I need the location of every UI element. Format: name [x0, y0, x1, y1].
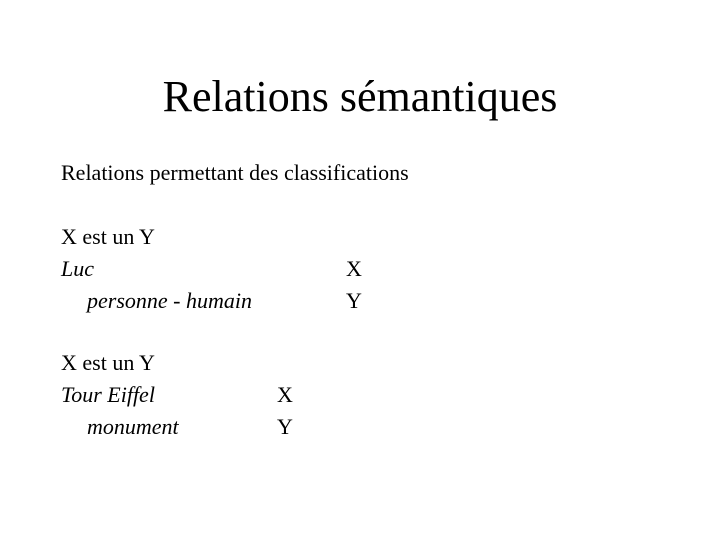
example-y-term: personne - humain — [87, 288, 252, 313]
example-heading: X est un Y — [61, 224, 155, 249]
y-label: Y — [277, 414, 293, 439]
x-label: X — [277, 382, 293, 407]
example-x-term: Luc — [61, 256, 94, 281]
example-y-term: monument — [87, 414, 179, 439]
slide-subtitle: Relations permettant des classifications — [61, 160, 409, 185]
y-label: Y — [346, 288, 362, 313]
slide-title: Relations sémantiques — [162, 72, 558, 121]
example-x-term: Tour Eiffel — [61, 382, 155, 407]
example-heading: X est un Y — [61, 350, 155, 375]
x-label: X — [346, 256, 362, 281]
